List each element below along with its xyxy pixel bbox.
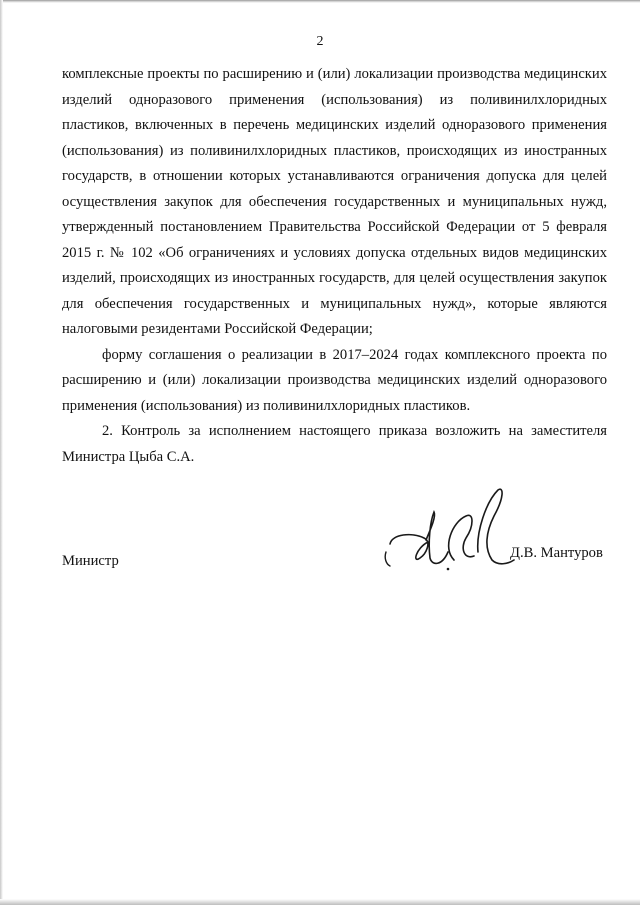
signatory-title: Министр (62, 553, 119, 569)
paragraph-agreement-form: форму соглашения о реализации в 2017–2024 годах комплексного проекта по расширению и (или) локализации производства медицинских изделий одноразового применения (использования) из поливинилхлоридных пластиков. (62, 346, 607, 414)
document-body (62, 62, 607, 470)
scan-edge-bottom (0, 899, 640, 905)
scan-edge-left (0, 0, 3, 905)
paragraph-projects-list: комплексные проекты по расширению и (или) локализации производства медицинских изделий одноразового применения (использования) из поливинилхлоридных пластиков, включенных в перечень медицинских изделий одноразового применения (использования) из поливинилхлоридных пластиков, происходящих из иностранных государств, в отношении которых устанавливаются ограничения допуска для целей осуществления закупок для обеспечения государственных и муниципальных нужд, утвержденный постановлением Правительства Российской Федерации от 5 февраля 2015 г. № 102 «Об ограничениях и условиях допуска отдельных видов медицинских изделий, происходящих из иностранных государств, для целей осуществления закупок для обеспечения государственных и муниципальных нужд», которые являются налоговыми резидентами Российской Федерации; (62, 66, 607, 337)
signatory-name: Д.В. Мантуров (510, 545, 603, 561)
handwritten-signature (382, 482, 532, 577)
paragraph-control-clause: 2. Контроль за исполнением настоящего приказа возложить на заместителя Министра Цыба С.А. (62, 423, 607, 465)
scan-edge-top (0, 0, 640, 3)
page-number: 2 (316, 34, 324, 49)
